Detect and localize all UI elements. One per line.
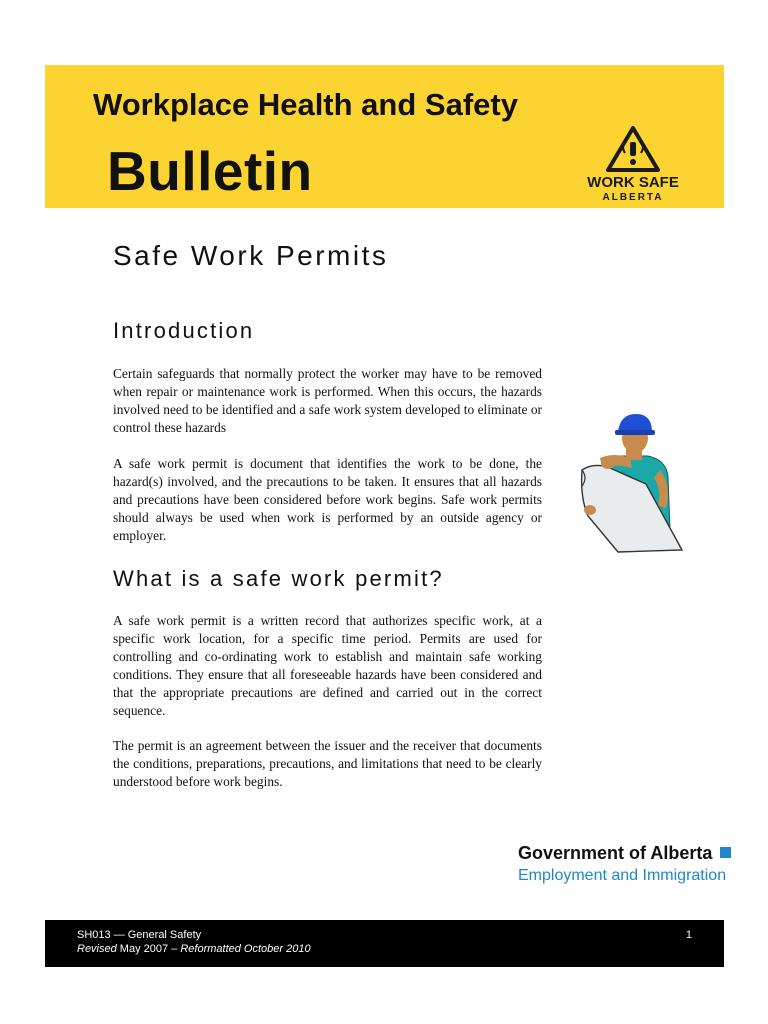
department-name: Employment and Immigration <box>518 867 727 884</box>
footer-page-number: 1 <box>685 929 692 941</box>
footer-revised-label: Revised <box>77 943 117 955</box>
section-heading-what-is-permit: What is a safe work permit? <box>113 566 444 591</box>
page-footer <box>45 920 724 967</box>
work-safe-alberta-logo <box>573 125 693 205</box>
logo-text-alberta: ALBERTA <box>602 192 664 203</box>
footer-document-code: SH013 — General Safety <box>77 929 202 941</box>
document-title: Safe Work Permits <box>113 240 389 271</box>
section-heading-introduction: Introduction <box>113 318 255 343</box>
footer-revised-date: May 2007 – <box>116 943 181 955</box>
blue-square-icon <box>720 847 731 858</box>
footer-revision-line <box>77 943 311 955</box>
bulletin-banner <box>45 65 724 208</box>
footer-reformatted: Reformatted October 2010 <box>180 943 311 955</box>
intro-paragraph-2: A safe work permit is document that identifies the work to be done, the hazard(s) involved, and the precautions to be taken. It ensures that all hazards and precautions have been considered before work begins. Safe work permits should always be used when work is performed by an outside agency or employer. <box>113 456 542 543</box>
logo-text-work-safe: WORK SAFE <box>587 174 679 191</box>
government-of-alberta-logo <box>518 843 731 885</box>
warning-triangle-icon <box>605 125 661 173</box>
permit-paragraph-1: A safe work permit is a written record that authorizes specific work, at a specific work location, for a specific time period. Permits are used for controlling and co-ordinating work to establish and maintain safe working conditions. They ensure that all foreseeable hazards have been considered and that the appropriate precautions are defined and carried out in the correct sequence. <box>113 613 542 718</box>
permit-paragraph-2: The permit is an agreement between the issuer and the receiver that documents the conditions, preparations, precautions, and limitations that need to be clearly understood before work begins. <box>113 738 542 789</box>
worker-with-blueprint-illustration <box>574 412 686 557</box>
banner-title: Workplace Health and Safety <box>93 87 518 122</box>
intro-paragraph-1: Certain safeguards that normally protect the worker may have to be removed when repair or maintenance work is performed. When this occurs, the hazards involved need to be identified and a safe work system developed to eliminate or control these hazards <box>113 366 542 435</box>
banner-subtitle: Bulletin <box>107 140 313 202</box>
government-name: Government of Alberta <box>518 843 713 863</box>
